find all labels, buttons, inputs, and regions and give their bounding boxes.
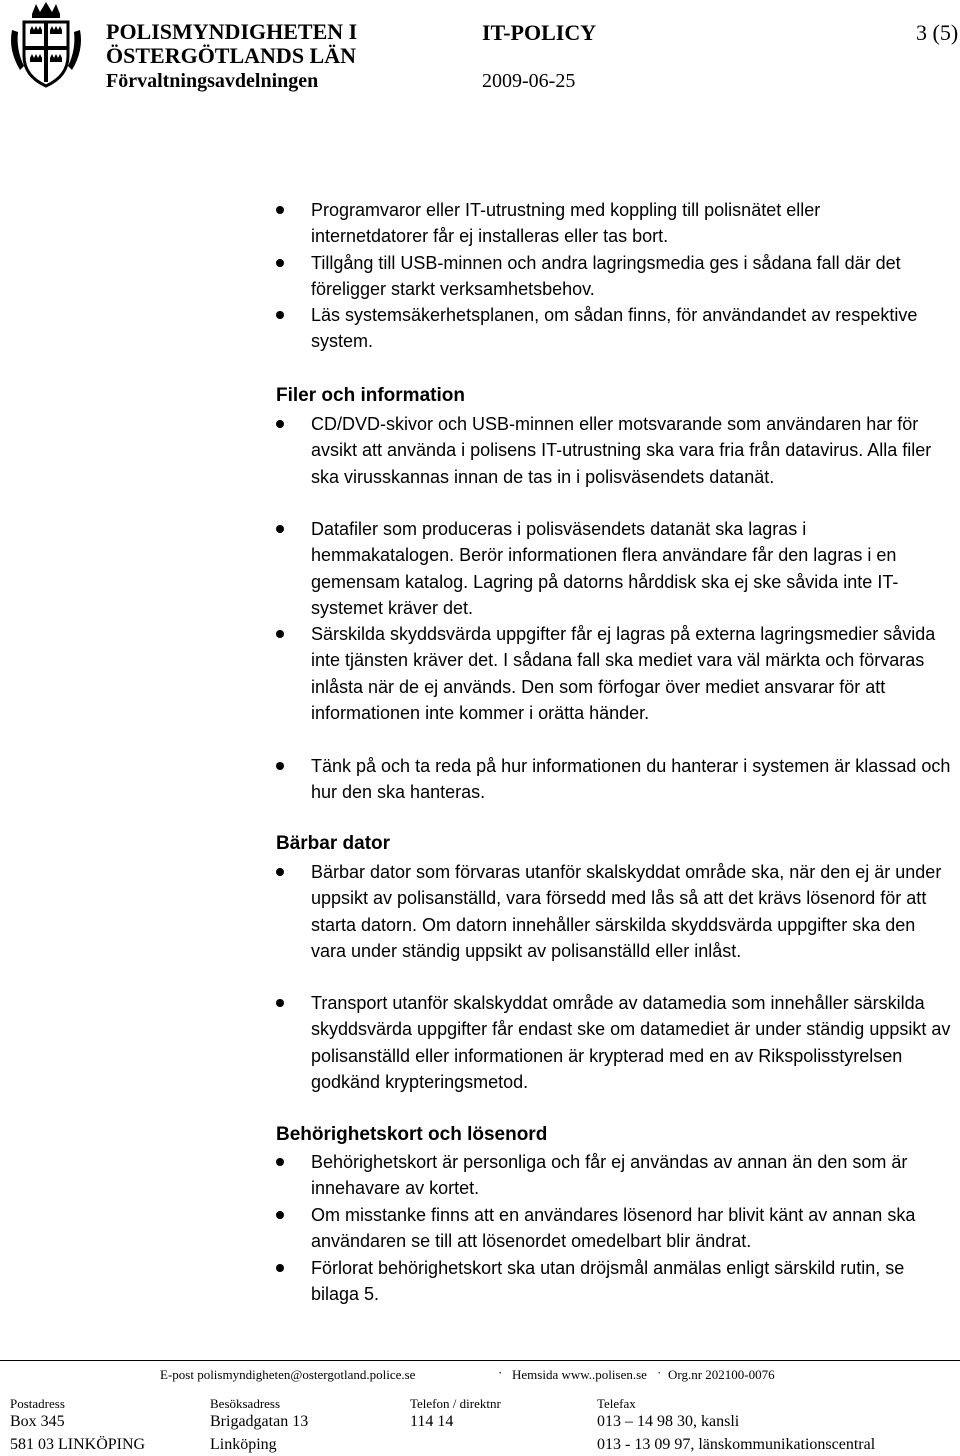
footer-phone-line1: 114 14: [410, 1413, 454, 1430]
footer-postal-line1: Box 345: [10, 1413, 65, 1430]
footer-label-postal: Postadress: [10, 1396, 65, 1411]
footer-email: E-post polismyndigheten@ostergotland.police.se: [160, 1367, 416, 1382]
agency-name-line1: POLISMYNDIGHETEN I: [106, 19, 358, 44]
footer-website: Hemsida www..polisen.se: [512, 1367, 647, 1382]
bullet-icon: [276, 762, 284, 770]
document-date: 2009-06-25: [482, 70, 576, 92]
footer-separator: ·: [498, 1365, 503, 1380]
bullet-icon: [276, 1211, 284, 1219]
document-title: IT-POLICY: [482, 20, 597, 45]
footer-divider: [0, 1360, 960, 1361]
list-item: Datafiler som produceras i polisväsendets datanät ska lagras i hemmakatalogen. Berör informationen flera användare får den lagras i en gemensam katalog. Lagring på datorns hårddisk ska ej ske såvida inte IT-systemet kräver det.: [311, 519, 899, 618]
page-number: 3 (5): [916, 20, 959, 45]
footer-fax-line1: 013 – 14 98 30, kansli: [597, 1413, 740, 1430]
list-item: Transport utanför skalskyddat område av datamedia som innehåller särskilda skyddsvärda uppgifter får endast ske om datamediet är under ständig uppsikt av polisanställd eller informationen är krypterad med en av Rikspolisstyrelsen godkänd krypteringsmetod.: [311, 993, 951, 1092]
footer-separator: ·: [657, 1365, 662, 1380]
department-name: Förvaltningsavdelningen: [106, 70, 319, 92]
footer-visit-line2: Linköping: [210, 1436, 277, 1453]
list-item: Tänk på och ta reda på hur informationen du hanterar i systemen är klassad och hur den ska hanteras.: [311, 756, 951, 803]
bullet-icon: [276, 868, 284, 876]
bullet-icon: [276, 1158, 284, 1166]
list-item: CD/DVD-skivor och USB-minnen eller motsvarande som användaren har för avsikt att använda i polisens IT-utrustning ska vara fria från datavirus. Alla filer ska virusskannas innan de tas in i polisväsendets datanät.: [311, 414, 932, 487]
list-item: Programvaror eller IT-utrustning med koppling till polisnätet eller internetdatorer får ej installeras eller tas bort.: [311, 200, 821, 247]
list-item: Särskilda skyddsvärda uppgifter får ej lagras på externa lagringsmedier såvida inte tjänsten kräver det. I sådana fall ska mediet vara väl märkta och förvaras inlåsta när de ej används. Den som förfogar över mediet ansvarar för att informationen inte kommer i orätta händer.: [311, 624, 936, 723]
police-emblem-logo: [4, 0, 88, 92]
footer-fax-line2: 013 - 13 09 97, länskommunikationscentral: [597, 1436, 876, 1453]
list-item: Tillgång till USB-minnen och andra lagringsmedia ges i sådana fall där det föreligger starkt verksamhetsbehov.: [311, 253, 901, 300]
list-item: Om misstanke finns att en användares lösenord har blivit känt av annan ska användaren se till att lösenordet omedelbart blir ändrat.: [311, 1205, 916, 1252]
bullet-icon: [276, 206, 284, 214]
bullet-icon: [276, 420, 284, 428]
agency-name-line2: ÖSTERGÖTLANDS LÄN: [106, 43, 357, 68]
section-heading-laptop: Bärbar dator: [276, 833, 391, 854]
bullet-icon: [276, 999, 284, 1007]
bullet-icon: [276, 525, 284, 533]
list-item: Bärbar dator som förvaras utanför skalskyddat område ska, när den ej är under uppsikt av polisanställd, vara försedd med lås så att det krävs lösenord för att starta datorn. Om datorn innehåller särskilda skyddsvärda uppgifter ska den vara under ständig uppsikt av polisanställd eller inlåst.: [311, 862, 942, 961]
footer-org-number: Org.nr 202100-0076: [668, 1367, 775, 1382]
list-item: Förlorat behörighetskort ska utan dröjsmål anmälas enligt särskild rutin, se bilaga 5.: [311, 1258, 905, 1305]
footer-label-phone: Telefon / direktnr: [410, 1396, 501, 1411]
footer-label-visit: Besöksadress: [210, 1396, 281, 1411]
bullet-icon: [276, 259, 284, 267]
list-item: Läs systemsäkerhetsplanen, om sådan finns, för användandet av respektive system.: [311, 305, 918, 352]
footer-label-fax: Telefax: [597, 1396, 636, 1411]
bullet-icon: [276, 630, 284, 638]
footer-visit-line1: Brigadgatan 13: [210, 1413, 309, 1430]
section-heading-credentials: Behörighetskort och lösenord: [276, 1124, 548, 1145]
bullet-icon: [276, 1264, 284, 1272]
footer-postal-line2: 581 03 LINKÖPING: [10, 1436, 146, 1453]
bullet-icon: [276, 311, 284, 319]
section-heading-files: Filer och information: [276, 385, 465, 406]
list-item: Behörighetskort är personliga och får ej användas av annan än den som är innehavare av kortet.: [311, 1152, 908, 1199]
